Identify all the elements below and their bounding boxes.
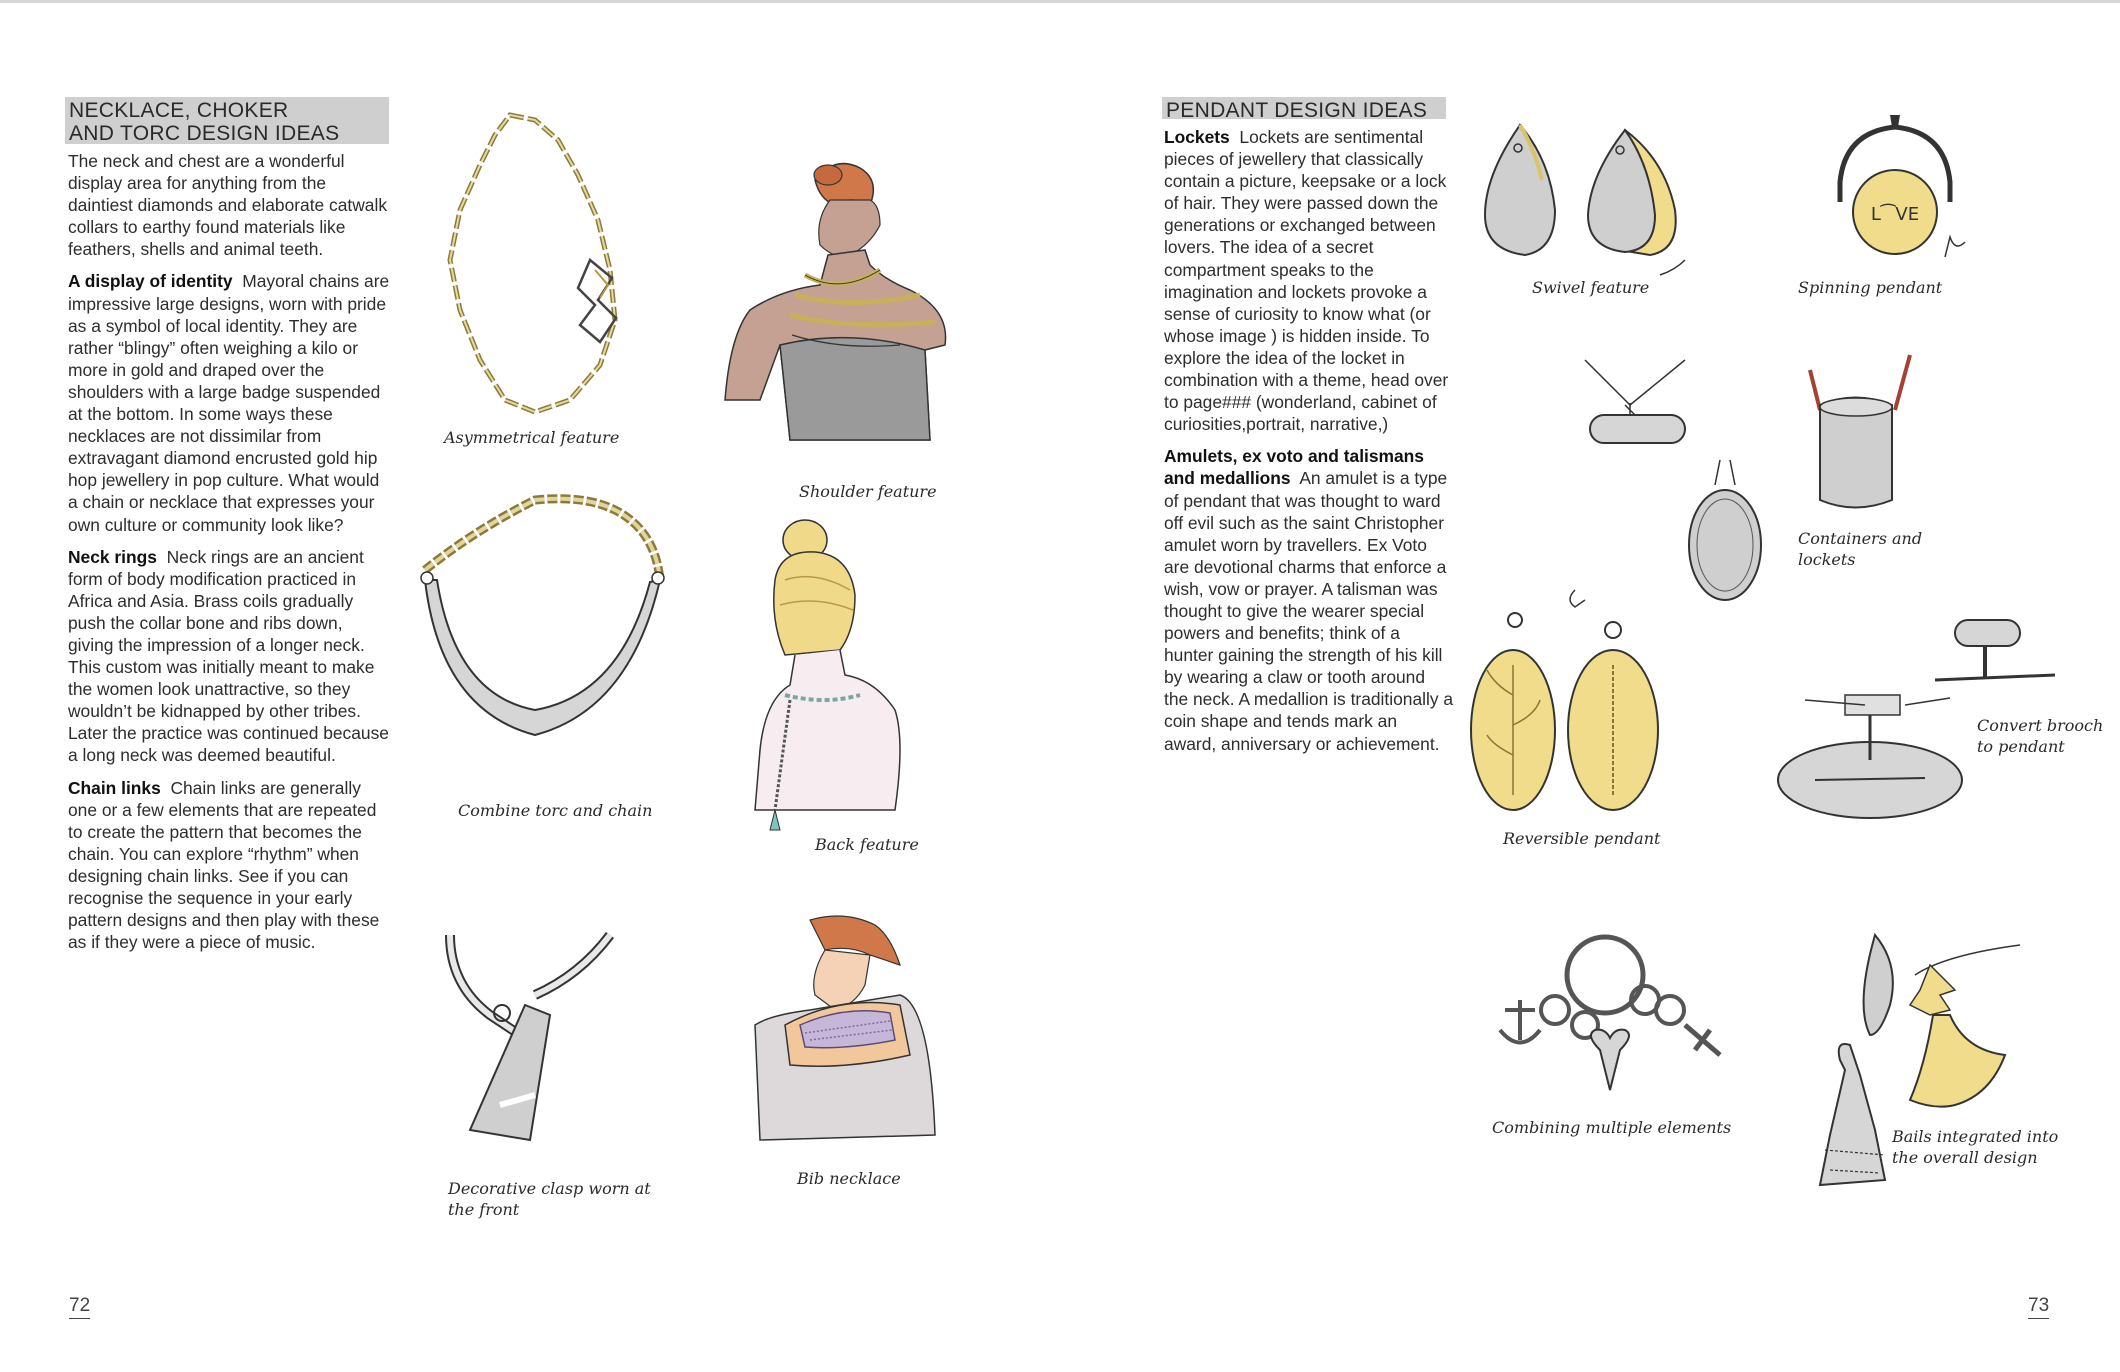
- caption-containers-line-1: Containers and: [1798, 529, 1923, 548]
- neckrings-paragraph: [68, 546, 392, 767]
- identity-text: Mayoral chains are impressive large designs, worn with pride as a symbol of local identity. They are rather “blingy” often weighing a kilo or more in gold and draped over the shoulders with a large badge suspended at the bottom. In some ways these necklaces are not dissimilar from extravagant diamond encrusted gold hip hop jewellery in pop culture. What would a chain or necklace that expresses your own culture or community look like?: [68, 271, 390, 535]
- amulets-paragraph: [1164, 445, 1454, 754]
- oval-locket-illustration: [1685, 455, 1765, 605]
- spinning-pendant-illustration: [1820, 112, 1990, 262]
- heading-line-1: NECKLACE, CHOKER: [69, 99, 289, 122]
- caption-bails: [1892, 1126, 2058, 1168]
- reversible-pendant-illustration: [1465, 585, 1665, 815]
- top-border: [0, 0, 2120, 3]
- caption-bails-line-2: the overall design: [1892, 1148, 2038, 1167]
- caption-combining: Combining multiple elements: [1492, 1118, 1732, 1137]
- decorative-clasp-illustration: [440, 925, 630, 1145]
- caption-containers-line-2: lockets: [1798, 550, 1856, 569]
- caption-back: Back feature: [815, 835, 919, 854]
- amulets-text: An amulet is a type of pendant that was thought to ward off evil such as the saint Christopher amulet worn by travellers. Ex Voto are devotional charms that enforce a wish, vow or prayer. A talisman was thought to give the wearer special powers and benefits; think of a hunter gaining the strength of his kill by wearing a claw or tooth around the neck. A medallion is traditionally a coin shape and tends mark an award, anniversary or achievement.: [1164, 468, 1454, 754]
- chainlinks-paragraph: [68, 777, 392, 954]
- bib-necklace-illustration: [750, 915, 940, 1145]
- intro-paragraph: The neck and chest are a wonderful display area for anything from the daintiest diamonds and elaborate catwalk collars to earthy found materials like feathers, shells and animal teeth.: [68, 151, 388, 260]
- caption-containers: [1798, 528, 1922, 570]
- lockets-text: Lockets are sentimental pieces of jewellery that classically contain a picture, keepsake or a lock of hair. They were passed down the generations or exchanged between lovers. The idea of a secret compartment speaks to the imagination and lockets provoke a sense of curiosity to know what (or whose image ) is hidden inside. To explore the idea of the locket in combination with a theme, head over to page### (wonderland, cabinet of curiosities,portrait, narrative,): [1164, 127, 1449, 435]
- caption-convert: [1977, 715, 2103, 757]
- caption-bails-line-1: Bails integrated into: [1892, 1127, 2059, 1146]
- caption-bib: Bib necklace: [797, 1169, 901, 1188]
- neckrings-title: Neck rings: [68, 546, 157, 567]
- caption-clasp: [448, 1178, 651, 1220]
- love-engraving: L⁀VE: [1870, 204, 1920, 225]
- lockets-paragraph: [1164, 126, 1454, 435]
- back-feature-illustration: [745, 510, 915, 840]
- caption-reversible: Reversible pendant: [1503, 829, 1661, 848]
- caption-convert-line-2: to pendant: [1977, 737, 2065, 756]
- shoulder-feature-illustration: [720, 150, 960, 450]
- heading-line-2: AND TORC DESIGN IDEAS: [69, 122, 340, 145]
- caption-spinning: Spinning pendant: [1798, 278, 1943, 297]
- page-number-left: 72: [69, 1295, 90, 1319]
- caption-clasp-line-2: the front: [448, 1200, 520, 1219]
- section-heading-pendant: PENDANT DESIGN IDEAS: [1162, 97, 1446, 119]
- chainlinks-text: Chain links are generally one or a few elements that are repeated to create the pattern that becomes the chain. You can explore “rhythm” when designing chain links. See if you can recognise the sequence in your early pattern designs and then play with these as if they were a piece of music.: [68, 777, 380, 953]
- asymmetrical-necklace-illustration: [440, 110, 650, 420]
- section-heading-necklace: [65, 97, 389, 144]
- caption-shoulder: Shoulder feature: [799, 482, 937, 501]
- swivel-locket-illustration: [1480, 120, 1730, 285]
- caption-torc-chain: Combine torc and chain: [458, 801, 653, 820]
- page-number-right: 73: [2028, 1295, 2049, 1319]
- caption-asymmetrical: Asymmetrical feature: [444, 428, 620, 447]
- necklace-text-column: [68, 150, 392, 963]
- container-locket-illustration: [1800, 350, 1920, 520]
- caption-clasp-line-1: Decorative clasp worn at: [448, 1179, 651, 1198]
- neckrings-text: Neck rings are an ancient form of body modification practiced in Africa and Asia. Brass coils gradually push the collar bone and ribs down, giving the impression of a longer neck. This custom was initially meant to make the women look unattractive, so they wouldn’t be kidnapped by other tribes. Later the practice was continued because a long neck was deemed beautiful.: [68, 546, 389, 766]
- identity-title: A display of identity: [68, 271, 233, 292]
- charm-cluster-illustration: [1485, 930, 1735, 1100]
- caption-convert-line-1: Convert brooch: [1977, 716, 2104, 735]
- identity-paragraph: [68, 270, 392, 535]
- cylinder-pendant-illustration: [1575, 355, 1695, 455]
- amulets-title: Amulets, ex voto and talismans and medallions: [1164, 446, 1424, 489]
- chainlinks-title: Chain links: [68, 777, 161, 798]
- pendant-text-column: [1164, 126, 1454, 765]
- lockets-title: Lockets: [1164, 127, 1230, 147]
- torc-chain-illustration: [415, 490, 665, 760]
- caption-swivel: Swivel feature: [1532, 278, 1650, 297]
